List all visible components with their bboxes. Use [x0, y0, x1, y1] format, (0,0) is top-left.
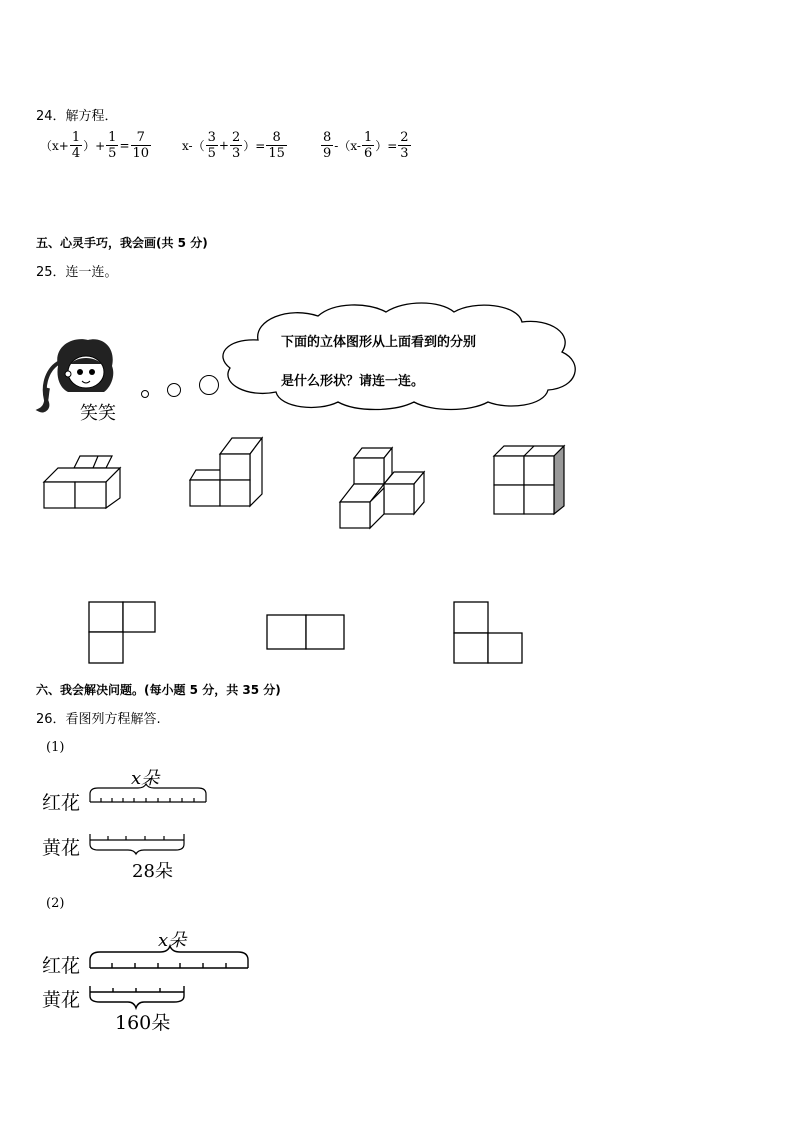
- p2-top-label: x朵: [158, 930, 187, 951]
- equation-1: [40, 130, 152, 161]
- girl-name: 笑笑: [80, 403, 116, 424]
- problem-1-label: (1): [46, 740, 65, 755]
- equation-3: [320, 130, 412, 161]
- eq2-frac2: $\frac{2}{3}$: [231, 130, 241, 161]
- p1-row-red: 红花: [42, 792, 81, 814]
- eq1-frac2: $\frac{1}{5}$: [108, 130, 117, 161]
- q24-title: 24．解方程．: [36, 109, 118, 124]
- p1-top-label: x朵: [131, 768, 160, 789]
- eq2-open: x-（: [182, 139, 205, 153]
- p1-yellow-bar: [88, 834, 188, 858]
- section-6-title: 六、我会解决问题。(每小题 5 分，共 35 分): [36, 683, 281, 697]
- eq3-mid: -（x-: [334, 139, 361, 153]
- equation-2: [182, 130, 288, 161]
- p2-row-red: 红花: [42, 955, 81, 977]
- bubble-line-1: 下面的立体图形从上面看到的分别: [281, 335, 477, 350]
- eq1-frac1: $\frac{1}{4}$: [71, 130, 81, 161]
- thought-dots: [138, 372, 222, 402]
- solid-figure-4: [492, 444, 572, 518]
- solid-figure-2: [186, 434, 266, 510]
- section-5-title: 五、心灵手巧，我会画(共 5 分): [36, 236, 208, 250]
- eq1-open: （x+: [40, 139, 69, 153]
- eq2-mid: +: [218, 138, 229, 153]
- problem-2-label: (2): [46, 896, 65, 911]
- eq1-equals: =: [119, 138, 130, 153]
- eq1-frac3: $\frac{7}{10}$: [132, 130, 150, 161]
- eq2-frac1: $\frac{3}{5}$: [207, 130, 216, 161]
- top-view-2: [265, 613, 347, 653]
- speech-cloud: [218, 298, 586, 412]
- p1-row-yellow: 黄花: [42, 837, 81, 859]
- p1-bottom-label: 28朵: [132, 861, 173, 882]
- eq3-frac1: $\frac{8}{9}$: [323, 130, 332, 161]
- p2-red-bar: [88, 946, 252, 972]
- solid-figure-1: [40, 450, 130, 512]
- q26-title: 26．看图列方程解答.: [36, 712, 161, 727]
- eq2-equals: ）=: [243, 139, 266, 153]
- top-view-1: [87, 600, 159, 666]
- eq1-mid: ）+: [83, 139, 106, 153]
- p1-red-bar: [88, 784, 210, 808]
- p2-bottom-label: 160朵: [115, 1012, 171, 1034]
- eq3-frac2: $\frac{1}{6}$: [363, 130, 373, 161]
- eq3-equals: ）=: [375, 139, 398, 153]
- p2-row-yellow: 黄花: [42, 989, 81, 1011]
- bubble-line-2: 是什么形状？请连一连。: [281, 374, 425, 389]
- eq2-frac3: $\frac{8}{15}$: [268, 130, 285, 161]
- top-view-3: [452, 600, 526, 666]
- eq3-frac3: $\frac{2}{3}$: [400, 130, 409, 161]
- solid-figure-3: [336, 446, 430, 534]
- q25-title: 25．连一连。: [36, 265, 118, 280]
